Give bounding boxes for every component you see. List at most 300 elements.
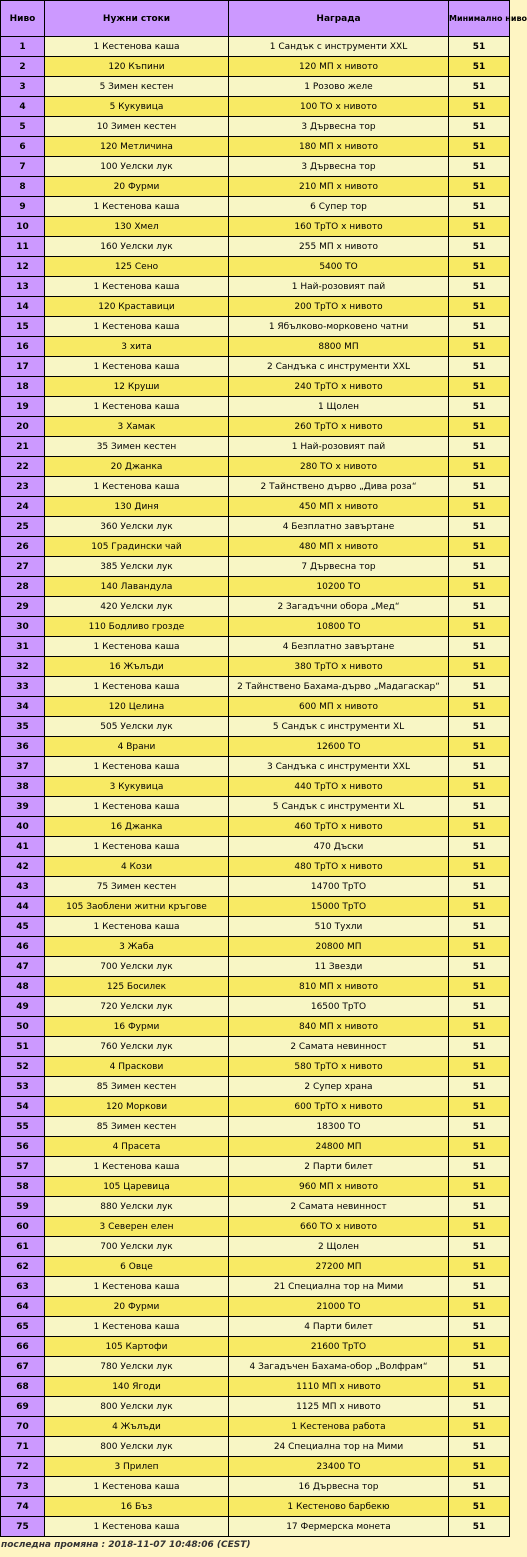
min-level-cell: 51 <box>449 717 510 737</box>
table-row <box>1 397 510 417</box>
min-level-cell: 51 <box>449 537 510 557</box>
level-cell: 59 <box>1 1197 45 1217</box>
goods-cell: 1 Кестенова каша <box>45 477 229 497</box>
min-level-cell: 51 <box>449 657 510 677</box>
level-cell: 23 <box>1 477 45 497</box>
min-level-cell: 51 <box>449 937 510 957</box>
goods-cell: 1 Кестенова каша <box>45 1517 229 1537</box>
reward-cell: 480 ТрТО x нивото <box>229 857 449 877</box>
reward-cell: 210 МП x нивото <box>229 177 449 197</box>
min-level-cell: 51 <box>449 877 510 897</box>
table-body <box>1 37 510 1537</box>
reward-cell: 660 ТО x нивото <box>229 1217 449 1237</box>
min-level-cell: 51 <box>449 957 510 977</box>
min-level-cell: 51 <box>449 57 510 77</box>
min-level-cell: 51 <box>449 357 510 377</box>
goods-cell: 120 Метличина <box>45 137 229 157</box>
min-level-cell: 51 <box>449 1157 510 1177</box>
level-cell: 71 <box>1 1437 45 1457</box>
table-row <box>1 937 510 957</box>
goods-cell: 160 Уелски лук <box>45 237 229 257</box>
goods-cell: 505 Уелски лук <box>45 717 229 737</box>
table-row <box>1 1377 510 1397</box>
min-level-cell: 51 <box>449 897 510 917</box>
table-row <box>1 1457 510 1477</box>
goods-cell: 12 Круши <box>45 377 229 397</box>
min-level-cell: 51 <box>449 1337 510 1357</box>
reward-cell: 10800 ТО <box>229 617 449 637</box>
goods-cell: 130 Хмел <box>45 217 229 237</box>
reward-cell: 200 ТрТО x нивото <box>229 297 449 317</box>
reward-cell: 1 Най-розовият пай <box>229 277 449 297</box>
min-level-cell: 51 <box>449 857 510 877</box>
reward-cell: 120 МП x нивото <box>229 57 449 77</box>
table-row <box>1 237 510 257</box>
goods-cell: 800 Уелски лук <box>45 1437 229 1457</box>
goods-cell: 1 Кестенова каша <box>45 1157 229 1177</box>
reward-cell: 3 Дървесна тор <box>229 117 449 137</box>
goods-cell: 4 Кози <box>45 857 229 877</box>
level-cell: 51 <box>1 1037 45 1057</box>
goods-cell: 125 Сено <box>45 257 229 277</box>
goods-cell: 4 Прасета <box>45 1137 229 1157</box>
level-cell: 5 <box>1 117 45 137</box>
reward-cell: 810 МП x нивото <box>229 977 449 997</box>
min-level-cell: 51 <box>449 697 510 717</box>
reward-cell: 1 Най-розовият пай <box>229 437 449 457</box>
goods-cell: 75 Зимен кестен <box>45 877 229 897</box>
level-cell: 60 <box>1 1217 45 1237</box>
goods-cell: 880 Уелски лук <box>45 1197 229 1217</box>
min-level-cell: 51 <box>449 457 510 477</box>
min-level-cell: 51 <box>449 1257 510 1277</box>
reward-cell: 2 Парти билет <box>229 1157 449 1177</box>
table-row <box>1 1137 510 1157</box>
level-cell: 41 <box>1 837 45 857</box>
reward-cell: 1110 МП x нивото <box>229 1377 449 1397</box>
goods-cell: 700 Уелски лук <box>45 1237 229 1257</box>
goods-cell: 16 Фурми <box>45 1017 229 1037</box>
table-row <box>1 997 510 1017</box>
level-cell: 2 <box>1 57 45 77</box>
table-row <box>1 57 510 77</box>
min-level-cell: 51 <box>449 1217 510 1237</box>
min-level-cell: 51 <box>449 1137 510 1157</box>
table-row <box>1 277 510 297</box>
level-cell: 15 <box>1 317 45 337</box>
table-row <box>1 117 510 137</box>
table-row <box>1 1057 510 1077</box>
goods-cell: 100 Уелски лук <box>45 157 229 177</box>
min-level-cell: 51 <box>449 617 510 637</box>
min-level-cell: 51 <box>449 1517 510 1537</box>
level-cell: 27 <box>1 557 45 577</box>
reward-cell: 2 Загадъчни обора „Мед“ <box>229 597 449 617</box>
table-row <box>1 737 510 757</box>
reward-cell: 1 Кестенова работа <box>229 1417 449 1437</box>
min-level-cell: 51 <box>449 417 510 437</box>
table-row <box>1 957 510 977</box>
goods-cell: 800 Уелски лук <box>45 1397 229 1417</box>
level-cell: 29 <box>1 597 45 617</box>
level-cell: 9 <box>1 197 45 217</box>
level-cell: 45 <box>1 917 45 937</box>
min-level-cell: 51 <box>449 117 510 137</box>
goods-cell: 1 Кестенова каша <box>45 757 229 777</box>
min-level-cell: 51 <box>449 1497 510 1517</box>
reward-cell: 260 ТрТО x нивото <box>229 417 449 437</box>
table-row <box>1 1317 510 1337</box>
goods-cell: 1 Кестенова каша <box>45 917 229 937</box>
last-modified: последна промяна : 2018-11-07 10:48:06 (CEST) <box>1 1540 251 1550</box>
goods-cell: 20 Джанка <box>45 457 229 477</box>
level-cell: 49 <box>1 997 45 1017</box>
table-row <box>1 197 510 217</box>
level-cell: 21 <box>1 437 45 457</box>
level-cell: 20 <box>1 417 45 437</box>
goods-cell: 1 Кестенова каша <box>45 1317 229 1337</box>
level-cell: 13 <box>1 277 45 297</box>
reward-cell: 4 Безплатно завъртане <box>229 517 449 537</box>
min-level-cell: 51 <box>449 397 510 417</box>
goods-cell: 1 Кестенова каша <box>45 37 229 57</box>
level-cell: 18 <box>1 377 45 397</box>
min-level-cell: 51 <box>449 777 510 797</box>
min-level-cell: 51 <box>449 37 510 57</box>
min-level-cell: 51 <box>449 1017 510 1037</box>
min-level-cell: 51 <box>449 137 510 157</box>
goods-cell: 10 Зимен кестен <box>45 117 229 137</box>
reward-cell: 1125 МП x нивото <box>229 1397 449 1417</box>
reward-cell: 5 Сандък с инструменти XL <box>229 797 449 817</box>
goods-cell: 360 Уелски лук <box>45 517 229 537</box>
min-level-cell: 51 <box>449 257 510 277</box>
goods-cell: 16 Джанка <box>45 817 229 837</box>
reward-cell: 8800 МП <box>229 337 449 357</box>
table-row <box>1 1297 510 1317</box>
level-cell: 37 <box>1 757 45 777</box>
table-row <box>1 1397 510 1417</box>
table-row <box>1 577 510 597</box>
goods-cell: 35 Зимен кестен <box>45 437 229 457</box>
min-level-cell: 51 <box>449 817 510 837</box>
reward-cell: 280 ТО x нивото <box>229 457 449 477</box>
table-row <box>1 557 510 577</box>
level-cell: 55 <box>1 1117 45 1137</box>
reward-cell: 460 ТрТО x нивото <box>229 817 449 837</box>
table-row <box>1 517 510 537</box>
table-row <box>1 1177 510 1197</box>
goods-cell: 3 Северен елен <box>45 1217 229 1237</box>
level-cell: 69 <box>1 1397 45 1417</box>
table-row <box>1 137 510 157</box>
table-row <box>1 1437 510 1457</box>
min-level-cell: 51 <box>449 837 510 857</box>
table-row <box>1 157 510 177</box>
min-level-cell: 51 <box>449 1037 510 1057</box>
reward-cell: 2 Супер храна <box>229 1077 449 1097</box>
table-row <box>1 877 510 897</box>
header-level: Ниво <box>1 1 45 37</box>
reward-cell: 6 Супер тор <box>229 197 449 217</box>
reward-cell: 16 Дървесна тор <box>229 1477 449 1497</box>
goods-cell: 4 Жълъди <box>45 1417 229 1437</box>
level-cell: 75 <box>1 1517 45 1537</box>
table-row <box>1 217 510 237</box>
table-row <box>1 1097 510 1117</box>
reward-cell: 470 Дъски <box>229 837 449 857</box>
goods-cell: 1 Кестенова каша <box>45 1477 229 1497</box>
min-level-cell: 51 <box>449 1357 510 1377</box>
reward-cell: 160 ТрТО x нивото <box>229 217 449 237</box>
reward-cell: 1 Ябълково-морковено чатни <box>229 317 449 337</box>
level-cell: 32 <box>1 657 45 677</box>
reward-cell: 960 МП x нивото <box>229 1177 449 1197</box>
min-level-cell: 51 <box>449 677 510 697</box>
level-cell: 70 <box>1 1417 45 1437</box>
goods-cell: 120 Къпини <box>45 57 229 77</box>
min-level-cell: 51 <box>449 157 510 177</box>
min-level-cell: 51 <box>449 297 510 317</box>
goods-cell: 760 Уелски лук <box>45 1037 229 1057</box>
goods-cell: 130 Диня <box>45 497 229 517</box>
goods-cell: 385 Уелски лук <box>45 557 229 577</box>
min-level-cell: 51 <box>449 1277 510 1297</box>
goods-cell: 110 Бодливо грозде <box>45 617 229 637</box>
table-row <box>1 357 510 377</box>
reward-cell: 2 Тайнствено дърво „Дива роза“ <box>229 477 449 497</box>
table-row <box>1 597 510 617</box>
goods-cell: 1 Кестенова каша <box>45 277 229 297</box>
table-row <box>1 1217 510 1237</box>
min-level-cell: 51 <box>449 737 510 757</box>
table-row <box>1 317 510 337</box>
table-row <box>1 417 510 437</box>
goods-cell: 85 Зимен кестен <box>45 1077 229 1097</box>
level-cell: 7 <box>1 157 45 177</box>
reward-cell: 18300 ТО <box>229 1117 449 1137</box>
level-cell: 11 <box>1 237 45 257</box>
table-row <box>1 617 510 637</box>
reward-cell: 21 Специална тор на Мими <box>229 1277 449 1297</box>
goods-cell: 1 Кестенова каша <box>45 837 229 857</box>
reward-cell: 3 Дървесна тор <box>229 157 449 177</box>
goods-cell: 780 Уелски лук <box>45 1357 229 1377</box>
level-cell: 28 <box>1 577 45 597</box>
level-cell: 40 <box>1 817 45 837</box>
level-cell: 64 <box>1 1297 45 1317</box>
level-cell: 36 <box>1 737 45 757</box>
min-level-cell: 51 <box>449 1197 510 1217</box>
min-level-cell: 51 <box>449 977 510 997</box>
goods-cell: 3 Хамак <box>45 417 229 437</box>
level-cell: 35 <box>1 717 45 737</box>
reward-cell: 5 Сандък с инструменти XL <box>229 717 449 737</box>
level-cell: 16 <box>1 337 45 357</box>
table-row <box>1 1077 510 1097</box>
goods-cell: 3 хита <box>45 337 229 357</box>
goods-cell: 85 Зимен кестен <box>45 1117 229 1137</box>
min-level-cell: 51 <box>449 557 510 577</box>
min-level-cell: 51 <box>449 1097 510 1117</box>
min-level-cell: 51 <box>449 917 510 937</box>
level-cell: 14 <box>1 297 45 317</box>
level-cell: 63 <box>1 1277 45 1297</box>
min-level-cell: 51 <box>449 1237 510 1257</box>
min-level-cell: 51 <box>449 1077 510 1097</box>
level-cell: 53 <box>1 1077 45 1097</box>
reward-cell: 1 Сандък с инструменти XXL <box>229 37 449 57</box>
goods-cell: 420 Уелски лук <box>45 597 229 617</box>
header-min-level: Минимално ниво <box>449 1 510 37</box>
goods-cell: 105 Картофи <box>45 1337 229 1357</box>
min-level-cell: 51 <box>449 1397 510 1417</box>
table-row <box>1 37 510 57</box>
reward-cell: 2 Самата невинност <box>229 1037 449 1057</box>
min-level-cell: 51 <box>449 597 510 617</box>
reward-cell: 11 Звезди <box>229 957 449 977</box>
reward-cell: 21000 ТО <box>229 1297 449 1317</box>
reward-cell: 1 Кестеново барбекю <box>229 1497 449 1517</box>
level-cell: 12 <box>1 257 45 277</box>
reward-cell: 480 МП x нивото <box>229 537 449 557</box>
min-level-cell: 51 <box>449 577 510 597</box>
table-row <box>1 1237 510 1257</box>
level-cell: 33 <box>1 677 45 697</box>
level-cell: 72 <box>1 1457 45 1477</box>
min-level-cell: 51 <box>449 1457 510 1477</box>
level-cell: 1 <box>1 37 45 57</box>
reward-cell: 5400 ТО <box>229 257 449 277</box>
table-row <box>1 757 510 777</box>
min-level-cell: 51 <box>449 1177 510 1197</box>
level-cell: 44 <box>1 897 45 917</box>
reward-cell: 240 ТрТО x нивото <box>229 377 449 397</box>
goods-cell: 4 Праскови <box>45 1057 229 1077</box>
table-row <box>1 1417 510 1437</box>
min-level-cell: 51 <box>449 317 510 337</box>
level-cell: 67 <box>1 1357 45 1377</box>
reward-cell: 24800 МП <box>229 1137 449 1157</box>
level-cell: 17 <box>1 357 45 377</box>
goods-cell: 3 Кукувица <box>45 777 229 797</box>
goods-cell: 1 Кестенова каша <box>45 1277 229 1297</box>
reward-cell: 440 ТрТО x нивото <box>229 777 449 797</box>
table-row <box>1 1357 510 1377</box>
reward-cell: 600 МП x нивото <box>229 697 449 717</box>
table-row <box>1 1157 510 1177</box>
reward-cell: 14700 ТрТО <box>229 877 449 897</box>
goods-cell: 120 Моркови <box>45 1097 229 1117</box>
level-cell: 26 <box>1 537 45 557</box>
goods-cell: 5 Зимен кестен <box>45 77 229 97</box>
min-level-cell: 51 <box>449 377 510 397</box>
table-row <box>1 817 510 837</box>
min-level-cell: 51 <box>449 1297 510 1317</box>
reward-cell: 4 Безплатно завъртане <box>229 637 449 657</box>
min-level-cell: 51 <box>449 757 510 777</box>
goods-cell: 140 Лавандула <box>45 577 229 597</box>
level-cell: 43 <box>1 877 45 897</box>
goods-cell: 105 Заоблени житни кръгове <box>45 897 229 917</box>
reward-cell: 4 Загадъчен Бахама-обор „Волфрам“ <box>229 1357 449 1377</box>
level-cell: 65 <box>1 1317 45 1337</box>
level-cell: 54 <box>1 1097 45 1117</box>
level-cell: 30 <box>1 617 45 637</box>
reward-cell: 450 МП x нивото <box>229 497 449 517</box>
reward-cell: 1 Щолен <box>229 397 449 417</box>
min-level-cell: 51 <box>449 1057 510 1077</box>
level-cell: 4 <box>1 97 45 117</box>
goods-cell: 20 Фурми <box>45 177 229 197</box>
header-reward: Награда <box>229 1 449 37</box>
table-row <box>1 377 510 397</box>
goods-cell: 700 Уелски лук <box>45 957 229 977</box>
reward-cell: 600 ТрТО x нивото <box>229 1097 449 1117</box>
min-level-cell: 51 <box>449 1117 510 1137</box>
reward-cell: 180 МП x нивото <box>229 137 449 157</box>
table-row <box>1 1337 510 1357</box>
level-cell: 62 <box>1 1257 45 1277</box>
table-row <box>1 177 510 197</box>
table-row <box>1 1277 510 1297</box>
reward-cell: 23400 ТО <box>229 1457 449 1477</box>
min-level-cell: 51 <box>449 97 510 117</box>
level-cell: 46 <box>1 937 45 957</box>
goods-cell: 3 Жаба <box>45 937 229 957</box>
reward-cell: 510 Тухли <box>229 917 449 937</box>
min-level-cell: 51 <box>449 177 510 197</box>
reward-cell: 4 Парти билет <box>229 1317 449 1337</box>
level-cell: 61 <box>1 1237 45 1257</box>
table-row <box>1 977 510 997</box>
goods-cell: 6 Овце <box>45 1257 229 1277</box>
reward-cell: 2 Тайнствено Бахама-дърво „Мадагаскар“ <box>229 677 449 697</box>
table-row <box>1 677 510 697</box>
reward-cell: 840 МП x нивото <box>229 1017 449 1037</box>
min-level-cell: 51 <box>449 997 510 1017</box>
goods-cell: 1 Кестенова каша <box>45 357 229 377</box>
goods-cell: 140 Ягоди <box>45 1377 229 1397</box>
level-cell: 38 <box>1 777 45 797</box>
goods-cell: 16 Бъз <box>45 1497 229 1517</box>
reward-cell: 24 Специална тор на Мими <box>229 1437 449 1457</box>
table-row <box>1 657 510 677</box>
table-row <box>1 537 510 557</box>
goods-cell: 120 Целина <box>45 697 229 717</box>
reward-cell: 255 МП x нивото <box>229 237 449 257</box>
table-row <box>1 797 510 817</box>
min-level-cell: 51 <box>449 77 510 97</box>
level-cell: 34 <box>1 697 45 717</box>
goods-cell: 16 Жълъди <box>45 657 229 677</box>
reward-cell: 12600 ТО <box>229 737 449 757</box>
goods-cell: 20 Фурми <box>45 1297 229 1317</box>
min-level-cell: 51 <box>449 217 510 237</box>
table-row <box>1 837 510 857</box>
level-cell: 25 <box>1 517 45 537</box>
table-row <box>1 1257 510 1277</box>
min-level-cell: 51 <box>449 797 510 817</box>
reward-cell: 3 Сандъка с инструменти XXL <box>229 757 449 777</box>
reward-cell: 580 ТрТО x нивото <box>229 1057 449 1077</box>
table-row <box>1 777 510 797</box>
reward-cell: 15000 ТрТО <box>229 897 449 917</box>
level-cell: 50 <box>1 1017 45 1037</box>
goods-cell: 120 Краставици <box>45 297 229 317</box>
min-level-cell: 51 <box>449 1417 510 1437</box>
reward-cell: 21600 ТрТО <box>229 1337 449 1357</box>
